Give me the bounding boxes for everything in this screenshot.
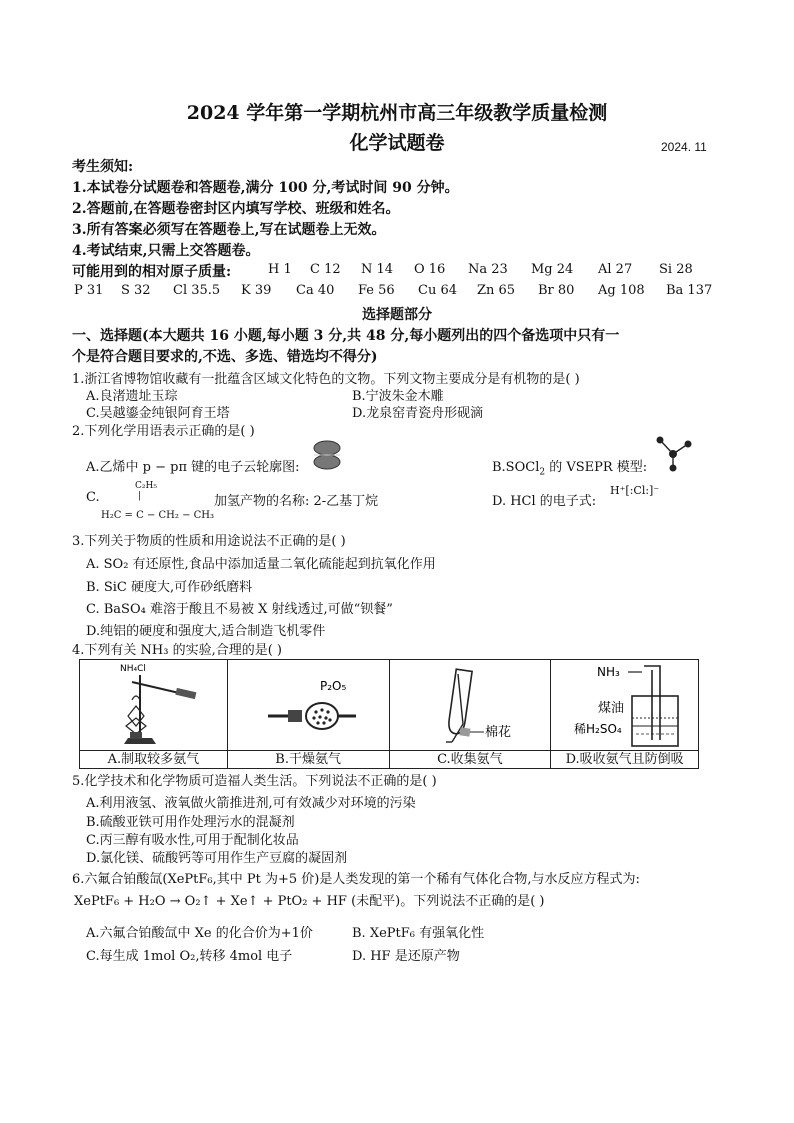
mass-o: O 16 [414,262,446,277]
q4-caption-a: A.制取较多氨气 [80,750,227,768]
part1-instruction-1: 一、选择题(本大题共 16 小题,每小题 3 分,共 48 分,每小题列出的四个备选项中只有一 [72,328,620,344]
mass-ba: Ba 137 [666,283,713,298]
q5-stem: 5.化学技术和化学物质可造福人类生活。下列说法不正确的是( ) [72,774,437,789]
q2-option-b: B.SOCl$_2$ 的 VSEPR 模型: [492,460,648,478]
mass-p: P 31 [74,283,104,298]
mass-br: Br 80 [538,283,575,298]
mass-ca: Ca 40 [296,283,335,298]
q2-option-c-label: C. [86,490,100,505]
q5-option-b: B.硫酸亚铁可用作处理污水的混凝剂 [86,815,295,830]
q4-stem: 4.下列有关 NH₃ 的实验,合理的是( ) [72,643,282,658]
q1-option-a: A.良渚遗址玉琮 [86,389,178,404]
collection-tube-icon [390,660,550,750]
mass-al: Al 27 [598,262,633,277]
notice-item-1: 1.本试卷分试题卷和答题卷,满分 100 分,考试时间 90 分钟。 [72,180,459,196]
drying-tube-icon [228,660,388,750]
q4-option-b [227,660,389,769]
vsepr-model-icon [652,432,694,472]
q6-equation: XePtF₆ + H₂O → O₂↑ + Xe↑ + PtO₂ + HF (未配平)。下列说法不正确的是( ) [74,894,545,909]
part1-instruction-2: 个是符合题目要求的,不选、多选、错选均不得分) [72,349,378,365]
exam-title: 2024 学年第一学期杭州市高三年级教学质量检测 [186,102,608,124]
q2-option-c-text: 加氢产物的名称: 2-乙基丁烷 [214,494,379,509]
q1-stem: 1.浙江省博物馆收藏有一批蕴含区域文化特色的文物。下列文物主要成分是有机物的是( ) [72,372,580,387]
q2-option-a: A.乙烯中 p − pπ 键的电子云轮廓图: [86,460,300,475]
atomic-mass-label: 可能用到的相对原子质量: [72,264,232,280]
pi-bond-orbital-icon [310,438,344,472]
heating-apparatus-icon [80,660,226,750]
q4-label-d-gas: NH₃ [596,665,620,679]
q6-option-b: B. XePtF₆ 有强氧化性 [352,926,485,941]
q3-option-c: C. BaSO₄ 难溶于酸且不易被 X 射线透过,可做“钡餐” [86,602,393,617]
q4-label-d-oil: 煤油 [597,701,624,716]
q2-c-bond: | [138,491,142,501]
notice-item-3: 3.所有答案必须写在答题卷上,写在试题卷上无效。 [72,222,386,238]
q6-option-a: A.六氟合铂酸氙中 Xe 的化合价为+1价 [86,926,313,941]
mass-cu: Cu 64 [418,283,457,298]
q4-option-a [80,660,228,769]
q2-c-branch: C₂H₅ [135,481,157,491]
mass-h: H 1 [268,262,292,277]
q2-option-d: D. HCl 的电子式: [492,494,597,509]
q6-option-d: D. HF 是还原产物 [352,949,460,964]
mass-na: Na 23 [468,262,508,277]
q6-stem: 6.六氟合铂酸氙(XePtF₆,其中 Pt 为+5 价)是人类发现的第一个稀有气体化合物,与水反应方程式为: [72,872,640,887]
section-title: 选择题部分 [362,307,432,323]
mass-k: K 39 [241,283,272,298]
mass-zn: Zn 65 [477,283,516,298]
mass-cl: Cl 35.5 [173,283,221,298]
q4-label-c: 棉花 [484,725,511,740]
q4-caption-d: D.吸收氨气且防倒吸 [551,750,698,768]
q6-option-c: C.每生成 1mol O₂,转移 4mol 电子 [86,949,293,964]
q4-caption-c: C.收集氨气 [390,750,551,768]
q5-option-a: A.利用液氢、液氧做火箭推进剂,可有效减少对环境的污染 [86,796,416,811]
notice-item-2: 2.答题前,在答题卷密封区内填写学校、班级和姓名。 [72,201,400,217]
q4-experiment-table [79,659,699,769]
mass-mg: Mg 24 [531,262,574,277]
q3-option-a: A. SO₂ 有还原性,食品中添加适量二氧化硫能起到抗氧化作用 [86,557,436,572]
q4-figure-c [390,660,551,750]
q2-d-formula: H⁺[:Cl:]⁻ [610,484,660,497]
q4-figure-b [228,660,389,750]
q4-label-a: NH₄Cl [120,664,147,674]
mass-fe: Fe 56 [358,283,395,298]
notice-heading: 考生须知: [72,159,134,175]
q4-option-d [551,660,699,769]
exam-date: 2024. 11 [661,140,707,154]
q4-label-d-acid: 稀H₂SO₄ [573,722,622,736]
q5-option-c: C.丙三醇有吸水性,可用于配制化妆品 [86,833,299,848]
q3-stem: 3.下列关于物质的性质和用途说法不正确的是( ) [72,534,346,549]
q4-figure-a [80,660,227,750]
mass-ag: Ag 108 [598,283,645,298]
q1-option-c: C.吴越鎏金纯银阿育王塔 [86,406,230,421]
q4-option-c [389,660,551,769]
mass-n: N 14 [361,262,394,277]
q2-stem: 2.下列化学用语表示正确的是( ) [72,424,255,439]
q5-option-d: D.氯化镁、硫酸钙等可用作生产豆腐的凝固剂 [86,851,348,866]
q4-figure-d [551,660,698,750]
q1-option-b: B.宁波朱金木雕 [352,389,444,404]
q3-option-b: B. SiC 硬度大,可作砂纸磨料 [86,580,253,595]
q1-option-d: D.龙泉窑青瓷舟形砚滴 [352,406,484,421]
notice-item-4: 4.考试结束,只需上交答题卷。 [72,243,260,259]
absorption-beaker-icon [552,660,698,750]
q3-option-d: D.纯铝的硬度和强度大,适合制造飞机零件 [86,624,326,639]
q4-caption-b: B.干燥氨气 [228,750,389,768]
exam-subtitle: 化学试题卷 [349,132,445,154]
q4-label-b: P₂O₅ [320,679,347,693]
q2-c-chain: H₂C = C − CH₂ − CH₃ [101,510,215,521]
mass-c: C 12 [310,262,341,277]
mass-s: S 32 [121,283,151,298]
mass-si: Si 28 [659,262,693,277]
